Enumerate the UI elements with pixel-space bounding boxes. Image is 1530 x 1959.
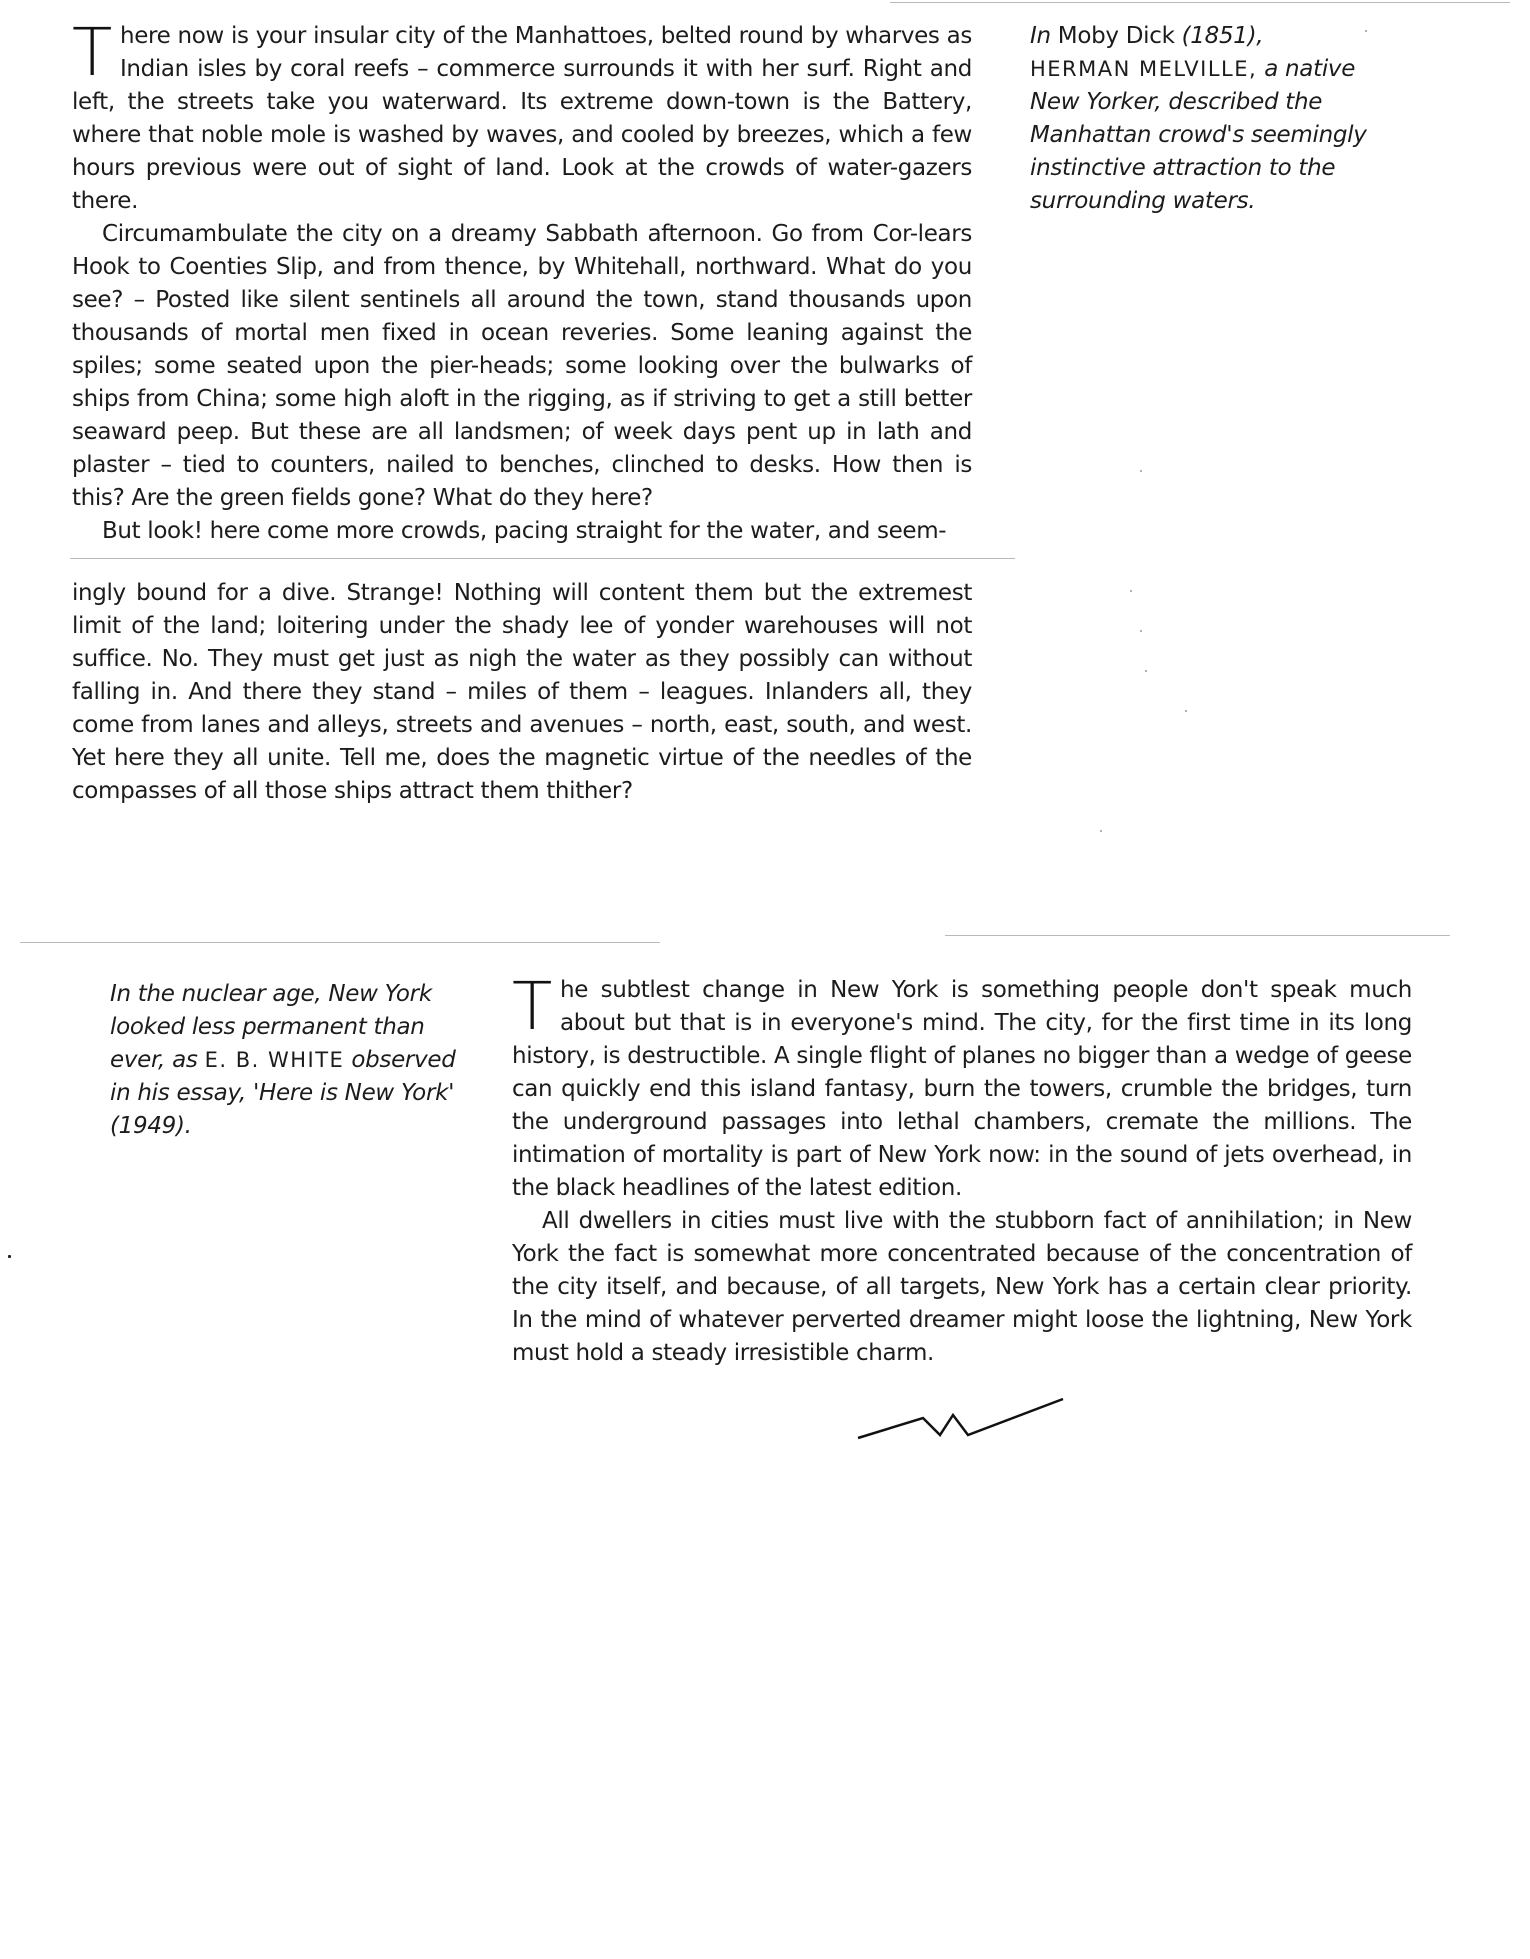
melville-paragraph-2: Circumambulate the city on a dreamy Sabbath afternoon. Go from Cor-lears Hook to Coenties Slip, and from thence, by Whitehall, northward. What do you see? – Posted like silent sentinels all around the town, stand thousands upon thousands of mortal men fixed in ocean reveries. Some leaning against the spiles; some seated upon the pier-heads; some looking over the bulwarks of ships from China; some high aloft in the rigging, as if striving to get a still better seaward peep. But these are all landsmen; of week days pent up in lath and plaster – tied to counters, nailed to benches, clinched to desks. How then is this? Are the green fields gone? What do they here? [72, 221, 972, 511]
section-divider-left [20, 942, 660, 943]
scan-speck [1145, 670, 1147, 672]
scan-speck [1365, 30, 1367, 32]
author-name: HERMAN MELVILLE, [1030, 57, 1258, 81]
melville-text-block-1 [72, 14, 972, 548]
white-paragraph-1: The subtlest change in New York is something people don't speak much about but that is in everyone's mind. The city, for the first time in its long history, is destructible. A single flight of planes no bigger than a wedge of geese can quickly end this island fantasy, burn the towers, crumble the bridges, turn the underground passages into lethal chambers, cremate the millions. The intimation of mortality is part of New York now: in the sound of jets overhead, in the black headlines of the latest edition. [512, 968, 1412, 1201]
scan-speck [1100, 830, 1102, 832]
scan-speck [1185, 710, 1187, 712]
dropcap-t-2: T [512, 968, 552, 1045]
column-break-rule [70, 558, 1015, 559]
author-name-white: E. B. WHITE [204, 1048, 345, 1072]
melville-sidenote: In Moby Dick (1851), HERMAN MELVILLE, a native New Yorker, described the Manhattan crowd's seemingly instinctive attraction to the surrounding waters. [1030, 23, 1367, 214]
zigzag-ornament-icon [855, 1395, 1065, 1447]
top-rule [890, 2, 1510, 3]
melville-paragraph-3b: ingly bound for a dive. Strange! Nothing will content them but the extremest limit of the land; loitering under the shady lee of yonder warehouses will not suffice. No. They must get just as nigh the water as they possibly can without falling in. And there they stand – miles of them – leagues. Inlanders all, they come from lanes and alleys, streets and avenues – north, east, south, and west. Yet here they all unite. Tell me, does the magnetic virtue of the needles of the compasses of all those ships attract them thither? [72, 580, 972, 804]
scan-speck [8, 1255, 11, 1258]
scan-speck [1140, 630, 1142, 632]
white-sidenote: In the nuclear age, New York looked less permanent than ever, as E. B. WHITE observed in his essay, 'Here is New York' (1949). [110, 981, 456, 1139]
section-divider-right [945, 935, 1450, 936]
melville-paragraph-3a: But look! here come more crowds, pacing straight for the water, and seem- [102, 518, 947, 544]
white-text-block [512, 968, 1412, 1370]
scan-speck [1140, 470, 1142, 472]
white-paragraph-2: All dwellers in cities must live with the stubborn fact of annihilation; in New York the fact is somewhat more concentrated because of the concentration of the city itself, and because, of all targets, New York has a certain clear priority. In the mind of whatever perverted dreamer might loose the lightning, New York must hold a steady irresistible charm. [512, 1208, 1412, 1366]
melville-text-block-2 [72, 577, 972, 808]
dropcap-t: T [72, 14, 112, 91]
scan-speck [1130, 590, 1132, 592]
melville-paragraph-1: There now is your insular city of the Manhattoes, belted round by wharves as Indian isles by coral reefs – commerce surrounds it with her surf. Right and left, the streets take you waterward. Its extreme down-town is the Battery, where that noble mole is washed by waves, and cooled by breezes, which a few hours previous were out of sight of land. Look at the crowds of water-gazers there. [72, 14, 972, 214]
